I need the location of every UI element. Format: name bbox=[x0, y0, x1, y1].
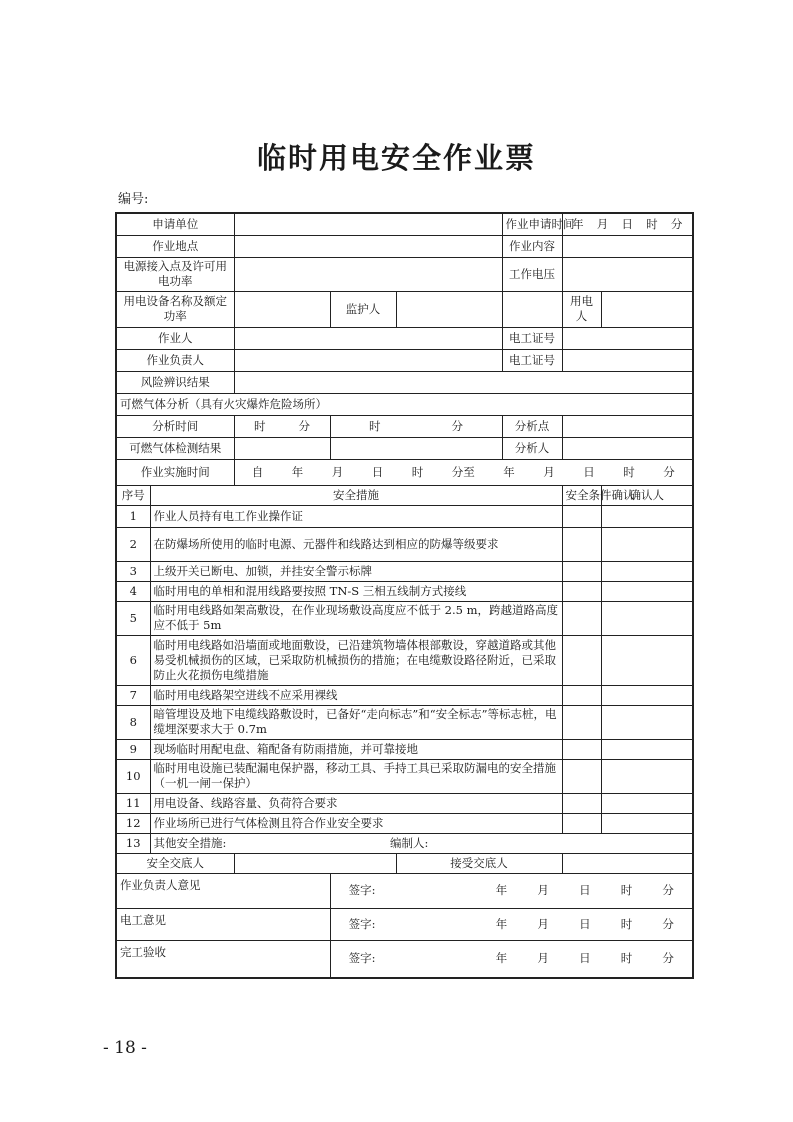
analysis-point-label: 分析点 bbox=[502, 415, 562, 437]
measure-text: 作业人员持有电工作业操作证 bbox=[150, 505, 562, 527]
measure-confirm[interactable] bbox=[562, 813, 601, 833]
measure-confirmer[interactable] bbox=[601, 581, 693, 601]
measure-no: 13 bbox=[116, 833, 150, 853]
analysis-time-label: 分析时间 bbox=[116, 415, 234, 437]
measure-no: 1 bbox=[116, 505, 150, 527]
measure-confirmer[interactable] bbox=[601, 561, 693, 581]
analysis-time-1[interactable]: 时 分 bbox=[234, 415, 330, 437]
work-leader-value[interactable] bbox=[234, 349, 502, 371]
measure-no: 2 bbox=[116, 527, 150, 561]
measure-confirm[interactable] bbox=[562, 635, 601, 685]
handover-receiver-label: 接受交底人 bbox=[396, 853, 562, 873]
measure-text: 现场临时用配电盘、箱配备有防雨措施，并可靠接地 bbox=[150, 739, 562, 759]
equipment-value[interactable] bbox=[234, 291, 330, 327]
measure-confirm[interactable] bbox=[562, 527, 601, 561]
gas-result-2[interactable] bbox=[330, 437, 502, 459]
analysis-time-2[interactable]: 时 分 bbox=[330, 415, 502, 437]
equipment-label: 用电设备名称及额定功率 bbox=[116, 291, 234, 327]
handover-receiver-value[interactable] bbox=[562, 853, 693, 873]
guardian-value-ext[interactable] bbox=[502, 291, 562, 327]
measure-text: 在防爆场所使用的临时电源、元器件和线路达到相应的防爆等级要求 bbox=[150, 527, 562, 561]
opinion-signature[interactable]: 签字: 年 月 日 时 分 bbox=[330, 940, 693, 978]
exec-time-label: 作业实施时间 bbox=[116, 459, 234, 485]
measure-text: 作业场所已进行气体检测且符合作业安全要求 bbox=[150, 813, 562, 833]
measure-text: 临时用电线路如沿墙面或地面敷设，已沿建筑物墙体根部敷设，穿越道路或其他易受机械损伤的区域，已采取防机械损伤的措施；在电缆敷设路径附近，已采取防止火花损伤电缆措施 bbox=[150, 635, 562, 685]
worker-label: 作业人 bbox=[116, 327, 234, 349]
measure-confirm[interactable] bbox=[562, 793, 601, 813]
measure-confirmer[interactable] bbox=[601, 527, 693, 561]
opinion-signature[interactable]: 签字: 年 月 日 时 分 bbox=[330, 908, 693, 940]
measure-text: 上级开关已断电、加锁，并挂安全警示标牌 bbox=[150, 561, 562, 581]
measure-confirmer[interactable] bbox=[601, 793, 693, 813]
measure-confirmer[interactable] bbox=[601, 759, 693, 793]
applicant-unit-value[interactable] bbox=[234, 213, 502, 235]
other-measures-cell[interactable] bbox=[150, 833, 693, 853]
measure-confirm[interactable] bbox=[562, 759, 601, 793]
analyst-value[interactable] bbox=[562, 437, 693, 459]
worker-value[interactable] bbox=[234, 327, 502, 349]
measure-no: 6 bbox=[116, 635, 150, 685]
measure-text: 临时用电线路架空进线不应采用裸线 bbox=[150, 685, 562, 705]
confirm-header: 安全条件确认 bbox=[562, 485, 601, 505]
measure-text: 用电设备、线路容量、负荷符合要求 bbox=[150, 793, 562, 813]
guardian-value[interactable] bbox=[396, 291, 502, 327]
page-number: - 18 - bbox=[103, 1038, 147, 1058]
measure-confirmer[interactable] bbox=[601, 505, 693, 527]
measure-text: 临时用电的单相和混用线路要按照 TN-S 三相五线制方式接线 bbox=[150, 581, 562, 601]
handover-giver-label: 安全交底人 bbox=[116, 853, 234, 873]
measure-no: 4 bbox=[116, 581, 150, 601]
power-user-value[interactable] bbox=[601, 291, 693, 327]
apply-time-label: 作业申请时间 bbox=[502, 213, 562, 235]
measure-confirmer[interactable] bbox=[601, 635, 693, 685]
worker-cert-value[interactable] bbox=[562, 327, 693, 349]
measure-confirm[interactable] bbox=[562, 739, 601, 759]
measure-no: 7 bbox=[116, 685, 150, 705]
work-content-label: 作业内容 bbox=[502, 235, 562, 257]
measure-text: 临时用电设施已装配漏电保护器，移动工具、手持工具已采取防漏电的安全措施（一机一闸一保护） bbox=[150, 759, 562, 793]
work-voltage-label: 工作电压 bbox=[502, 257, 562, 291]
work-location-value[interactable] bbox=[234, 235, 502, 257]
leader-cert-value[interactable] bbox=[562, 349, 693, 371]
gas-result-label: 可燃气体检测结果 bbox=[116, 437, 234, 459]
measure-text: 暗管埋设及地下电缆线路敷设时，已备好“走向标志”和“安全标志”等标志桩，电缆埋深要求大于 0.7m bbox=[150, 705, 562, 739]
measure-no: 11 bbox=[116, 793, 150, 813]
measure-confirmer[interactable] bbox=[601, 685, 693, 705]
exec-time-value[interactable]: 自 年 月 日 时 分至 年 月 日 时 分 bbox=[234, 459, 693, 485]
handover-giver-value[interactable] bbox=[234, 853, 396, 873]
analyst-label: 分析人 bbox=[502, 437, 562, 459]
measure-confirm[interactable] bbox=[562, 505, 601, 527]
worker-cert-label: 电工证号 bbox=[502, 327, 562, 349]
measure-no: 5 bbox=[116, 601, 150, 635]
measure-no: 9 bbox=[116, 739, 150, 759]
guardian-label: 监护人 bbox=[330, 291, 396, 327]
measure-no: 12 bbox=[116, 813, 150, 833]
form-title: 临时用电安全作业票 bbox=[256, 141, 536, 175]
gas-analysis-heading: 可燃气体分析（具有火灾爆炸危险场所） bbox=[116, 393, 693, 415]
measures-no-header: 序号 bbox=[116, 485, 150, 505]
work-content-value[interactable] bbox=[562, 235, 693, 257]
measure-no: 10 bbox=[116, 759, 150, 793]
applicant-unit-label: 申请单位 bbox=[116, 213, 234, 235]
measure-text: 临时用电线路如架高敷设，在作业现场敷设高度应不低于 2.5 m，跨越道路高度应不低于 5m bbox=[150, 601, 562, 635]
measure-confirm[interactable] bbox=[562, 601, 601, 635]
measure-confirm[interactable] bbox=[562, 705, 601, 739]
work-leader-label: 作业负责人 bbox=[116, 349, 234, 371]
measure-confirmer[interactable] bbox=[601, 813, 693, 833]
measures-header: 安全措施 bbox=[150, 485, 562, 505]
work-voltage-value[interactable] bbox=[562, 257, 693, 291]
power-access-label: 电源接入点及许可用电功率 bbox=[116, 257, 234, 291]
work-location-label: 作业地点 bbox=[116, 235, 234, 257]
measure-confirm[interactable] bbox=[562, 561, 601, 581]
opinion-label: 电工意见 bbox=[116, 908, 330, 940]
risk-result-label: 风险辨识结果 bbox=[116, 371, 234, 393]
opinion-label: 完工验收 bbox=[116, 940, 330, 978]
opinion-label: 作业负责人意见 bbox=[116, 873, 330, 908]
opinion-signature[interactable]: 签字: 年 月 日 时 分 bbox=[330, 873, 693, 908]
measure-confirm[interactable] bbox=[562, 685, 601, 705]
measure-confirm[interactable] bbox=[562, 581, 601, 601]
power-user-label: 用电人 bbox=[562, 291, 601, 327]
confirmer-header: 确认人 bbox=[601, 485, 693, 505]
power-access-value[interactable] bbox=[234, 257, 502, 291]
measure-confirmer[interactable] bbox=[601, 601, 693, 635]
measure-no: 8 bbox=[116, 705, 150, 739]
work-permit-table bbox=[115, 212, 694, 979]
compiler-label: 编制人: bbox=[390, 835, 429, 850]
serial-number-label: 编号: bbox=[118, 192, 149, 207]
other-measures-label: 其他安全措施: bbox=[153, 835, 227, 850]
measure-confirmer[interactable] bbox=[601, 705, 693, 739]
gas-result-1[interactable] bbox=[234, 437, 330, 459]
measure-confirmer[interactable] bbox=[601, 739, 693, 759]
risk-result-value[interactable] bbox=[234, 371, 693, 393]
apply-time-value[interactable]: 年 月 日 时 分 bbox=[562, 213, 693, 235]
analysis-point-value[interactable] bbox=[562, 415, 693, 437]
leader-cert-label: 电工证号 bbox=[502, 349, 562, 371]
measure-no: 3 bbox=[116, 561, 150, 581]
